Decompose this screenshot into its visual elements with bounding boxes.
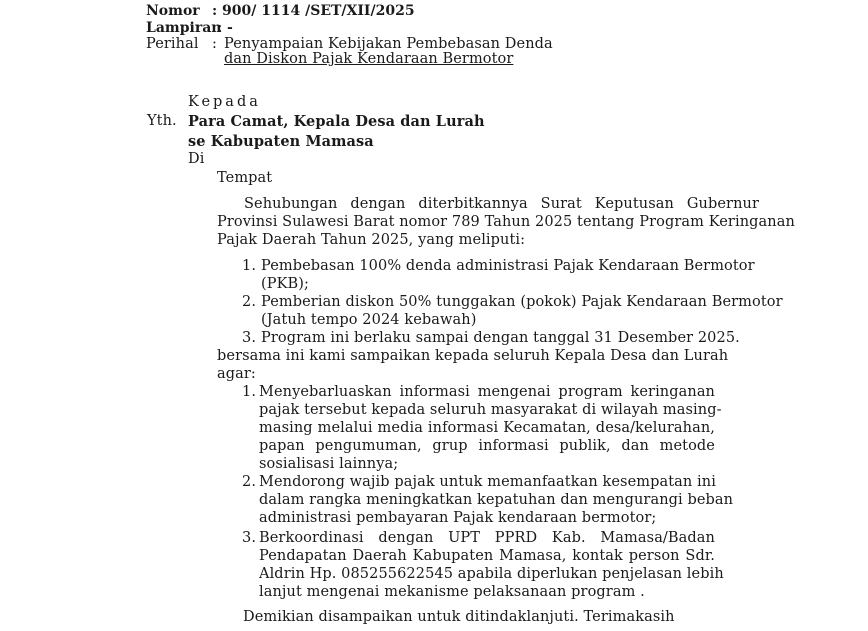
list1-item-2-number: 2. [242, 294, 257, 310]
yth-label: Yth. [147, 113, 177, 129]
recipient-line-2: se Kabupaten Mamasa [188, 133, 374, 150]
list2-item-2-line-3: administrasi pembayaran Pajak kendaraan bermotor; [259, 510, 657, 526]
intro-line-3: Pajak Daerah Tahun 2025, yang meliputi: [217, 232, 526, 248]
list2-item-3-line-3: Aldrin Hp. 085255622545 apabila diperlukan penjelasan lebih [259, 566, 724, 582]
list2-item-1-number: 1. [242, 384, 257, 400]
list2-item-1-line-1: Menyebarluaskan informasi mengenai program keringanan [259, 384, 715, 400]
di-label: Di [188, 151, 205, 167]
nomor-value: : 900/ 1114 /SET/XII/2025 [212, 3, 415, 19]
closing-text: Demikian disampaikan untuk ditindaklanjuti. Terimakasih [243, 609, 675, 625]
perihal-colon: : [212, 36, 217, 52]
list1-item-1-number: 1. [242, 258, 257, 274]
lampiran-value: : - [217, 20, 233, 36]
list2-item-3-number: 3. [242, 530, 257, 546]
list1-item-2-line-2: (Jatuh tempo 2024 kebawah) [261, 312, 477, 328]
list2-item-2-line-1: Mendorong wajib pajak untuk memanfaatkan kesempatan ini [259, 474, 716, 490]
list1-item-1-line-2: (PKB); [261, 276, 310, 292]
lampiran-label: Lampiran [146, 20, 222, 36]
perihal-label: Perihal [146, 36, 199, 52]
list2-item-2-line-2: dalam rangka meningkatkan kepatuhan dan mengurangi beban [259, 492, 734, 508]
list1-item-2-line-1: Pemberian diskon 50% tunggakan (pokok) Pajak Kendaraan Bermotor [261, 294, 783, 310]
list2-item-1-line-3: masing melalui media informasi Kecamatan, desa/kelurahan, [259, 420, 715, 436]
request-line-2: agar: [217, 366, 256, 382]
list2-item-2-number: 2. [242, 474, 257, 490]
list2-item-1-line-4: papan pengumuman, grup informasi publik, dan metode [259, 438, 715, 454]
intro-line-2: Provinsi Sulawesi Barat nomor 789 Tahun 2025 tentang Program Keringanan [217, 214, 795, 230]
list2-item-3-line-1: Berkoordinasi dengan UPT PPRD Kab. Mamasa/Badan [259, 530, 715, 546]
kepada-label: Kepada [188, 94, 261, 110]
tempat-label: Tempat [217, 170, 273, 186]
list2-item-3-line-2: Pendapatan Daerah Kabupaten Mamasa, kontak person Sdr. [259, 548, 715, 564]
perihal-line-1: Penyampaian Kebijakan Pembebasan Denda [224, 36, 553, 52]
list2-item-1-line-5: sosialisasi lainnya; [259, 456, 399, 472]
perihal-line-2: dan Diskon Pajak Kendaraan Bermotor [224, 51, 514, 67]
list2-item-3-line-4: lanjut mengenai mekanisme pelaksanaan program . [259, 584, 645, 600]
recipient-line-1: Para Camat, Kepala Desa dan Lurah [188, 113, 485, 130]
intro-line-1: Sehubungan dengan diterbitkannya Surat Keputusan Gubernur [244, 196, 759, 212]
list1-item-1-line-1: Pembebasan 100% denda administrasi Pajak Kendaraan Bermotor [261, 258, 755, 274]
list2-item-1-line-2: pajak tersebut kepada seluruh masyarakat di wilayah masing- [259, 402, 722, 418]
list1-item-3-line-1: Program ini berlaku sampai dengan tanggal 31 Desember 2025. [261, 330, 740, 346]
list1-item-3-number: 3. [242, 330, 257, 346]
nomor-label: Nomor [146, 3, 200, 19]
request-line-1: bersama ini kami sampaikan kepada seluruh Kepala Desa dan Lurah [217, 348, 729, 364]
